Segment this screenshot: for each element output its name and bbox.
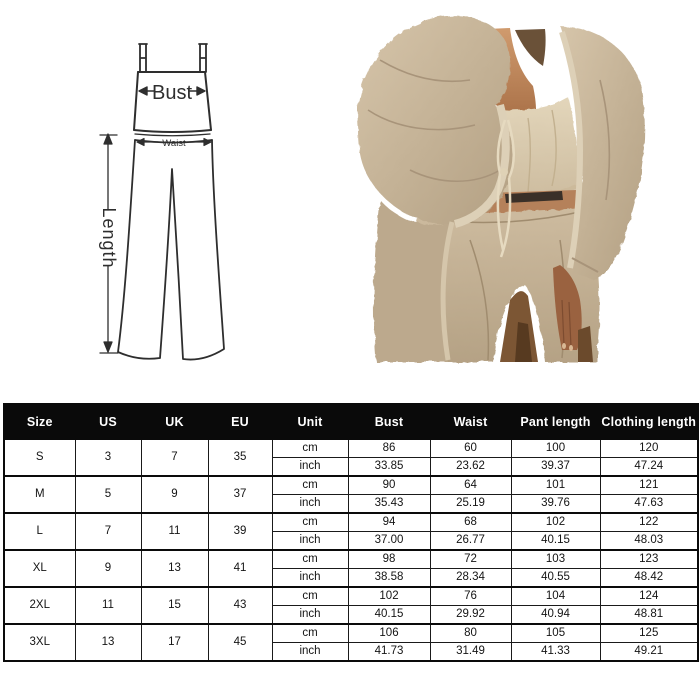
bust-cell: 40.15 [348, 606, 430, 625]
clothing-length-cell: 47.24 [600, 458, 698, 477]
size-cell: S [4, 439, 75, 476]
unit-cell: cm [272, 439, 348, 458]
header-us: US [75, 404, 141, 439]
table-row [4, 513, 698, 532]
clothing-length-cell: 47.63 [600, 495, 698, 514]
cami-straps-drawing [139, 44, 207, 72]
header-bust: Bust [348, 404, 430, 439]
waist-cell: 76 [430, 587, 511, 606]
clothing-length-cell: 48.81 [600, 606, 698, 625]
table-row [4, 587, 698, 606]
bust-label: Bust [151, 82, 193, 104]
header-size: Size [4, 404, 75, 439]
header-clothing-length: Clothing length [600, 404, 698, 439]
clothing-length-cell: 48.03 [600, 532, 698, 551]
table-row [4, 439, 698, 458]
uk-cell: 7 [141, 439, 208, 476]
size-cell: M [4, 476, 75, 513]
unit-cell: cm [272, 624, 348, 643]
bust-cell: 41.73 [348, 643, 430, 662]
us-cell: 9 [75, 550, 141, 587]
waist-cell: 23.62 [430, 458, 511, 477]
clothing-length-cell: 124 [600, 587, 698, 606]
waist-cell: 28.34 [430, 569, 511, 588]
pant-length-cell: 105 [511, 624, 600, 643]
waist-cell: 72 [430, 550, 511, 569]
bust-cell: 98 [348, 550, 430, 569]
neck-shadow-right [515, 29, 546, 66]
unit-cell: inch [272, 532, 348, 551]
eu-cell: 35 [208, 439, 272, 476]
us-cell: 11 [75, 587, 141, 624]
eu-cell: 41 [208, 550, 272, 587]
clothing-length-cell: 48.42 [600, 569, 698, 588]
uk-cell: 9 [141, 476, 208, 513]
bust-cell: 33.85 [348, 458, 430, 477]
length-label: Length [99, 207, 119, 269]
cardigan-left-arm [357, 16, 513, 224]
waist-label: Waist [162, 138, 186, 149]
clothing-length-cell: 123 [600, 550, 698, 569]
pants-drawing [118, 140, 224, 360]
pant-length-cell: 41.33 [511, 643, 600, 662]
uk-cell: 15 [141, 587, 208, 624]
unit-cell: inch [272, 606, 348, 625]
pant-length-cell: 101 [511, 476, 600, 495]
bust-cell: 102 [348, 587, 430, 606]
bust-cell: 94 [348, 513, 430, 532]
waist-cell: 80 [430, 624, 511, 643]
product-photo [350, 0, 700, 400]
size-cell: L [4, 513, 75, 550]
eu-cell: 43 [208, 587, 272, 624]
eu-cell: 37 [208, 476, 272, 513]
size-table [3, 403, 699, 662]
bust-cell: 86 [348, 439, 430, 458]
unit-cell: inch [272, 569, 348, 588]
size-cell: 3XL [4, 624, 75, 661]
drawstring-knot [500, 168, 508, 176]
unit-cell: cm [272, 587, 348, 606]
header-unit: Unit [272, 404, 348, 439]
bust-cell: 37.00 [348, 532, 430, 551]
us-cell: 13 [75, 624, 141, 661]
us-cell: 3 [75, 439, 141, 476]
waist-cell: 29.92 [430, 606, 511, 625]
uk-cell: 13 [141, 550, 208, 587]
waist-cell: 60 [430, 439, 511, 458]
pant-length-cell: 40.15 [511, 532, 600, 551]
unit-cell: cm [272, 476, 348, 495]
pant-length-cell: 102 [511, 513, 600, 532]
pant-length-cell: 104 [511, 587, 600, 606]
pant-length-cell: 39.76 [511, 495, 600, 514]
unit-cell: cm [272, 550, 348, 569]
unit-cell: inch [272, 643, 348, 662]
table-row [4, 624, 698, 643]
bust-cell: 106 [348, 624, 430, 643]
pant-length-cell: 100 [511, 439, 600, 458]
header-waist: Waist [430, 404, 511, 439]
size-cell: XL [4, 550, 75, 587]
us-cell: 7 [75, 513, 141, 550]
pant-length-cell: 39.37 [511, 458, 600, 477]
size-cell: 2XL [4, 587, 75, 624]
clothing-length-cell: 49.21 [600, 643, 698, 662]
header-eu: EU [208, 404, 272, 439]
bust-cell: 90 [348, 476, 430, 495]
eu-cell: 45 [208, 624, 272, 661]
fingernail [562, 343, 566, 349]
waist-cell: 25.19 [430, 495, 511, 514]
bust-cell: 35.43 [348, 495, 430, 514]
waist-cell: 68 [430, 513, 511, 532]
pant-length-cell: 40.55 [511, 569, 600, 588]
pant-length-cell: 103 [511, 550, 600, 569]
eu-cell: 39 [208, 513, 272, 550]
clothing-length-cell: 120 [600, 439, 698, 458]
waist-cell: 31.49 [430, 643, 511, 662]
unit-cell: inch [272, 495, 348, 514]
table-header-row [4, 404, 698, 439]
header-pant-length: Pant length [511, 404, 600, 439]
fingernail [569, 345, 573, 351]
waist-cell: 26.77 [430, 532, 511, 551]
us-cell: 5 [75, 476, 141, 513]
clothing-length-cell: 122 [600, 513, 698, 532]
unit-cell: inch [272, 458, 348, 477]
table-row [4, 476, 698, 495]
clothing-length-cell: 125 [600, 624, 698, 643]
pant-length-cell: 40.94 [511, 606, 600, 625]
measurement-diagram [40, 0, 345, 400]
bust-cell: 38.58 [348, 569, 430, 588]
unit-cell: cm [272, 513, 348, 532]
waist-cell: 64 [430, 476, 511, 495]
table-row [4, 550, 698, 569]
uk-cell: 17 [141, 624, 208, 661]
uk-cell: 11 [141, 513, 208, 550]
header-uk: UK [141, 404, 208, 439]
clothing-length-cell: 121 [600, 476, 698, 495]
